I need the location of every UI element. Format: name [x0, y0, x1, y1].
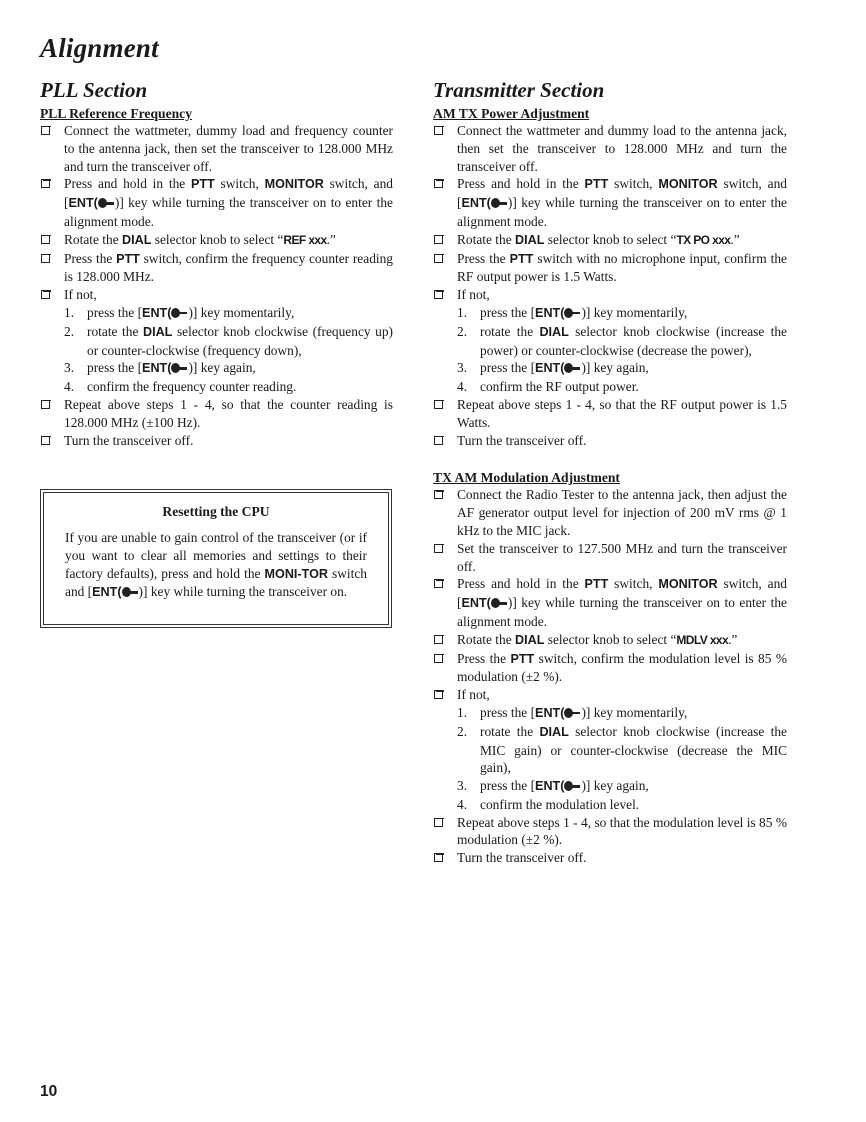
checkbox-icon [434, 126, 443, 135]
checkbox-icon [41, 126, 50, 135]
key-icon [564, 781, 581, 791]
checkbox-icon [434, 544, 443, 553]
reset-cpu-title: Resetting the CPU [162, 504, 270, 519]
list-item: Press the PTT switch with no microphone input, confirm the RF output power is 1.5 Watts. [433, 250, 787, 287]
list-item: Turn the transceiver off. [433, 849, 787, 867]
list-item: Turn the transceiver off. [433, 432, 787, 450]
key-icon [564, 308, 581, 318]
checkbox-icon [434, 635, 443, 644]
list-item: If not, 1. press the [ENT( )] key momentarily, 2. rotate the DIAL selector knob clockwise (increase the power) or counter-clockwise (decrease the power), 3. press the [ENT( )] key again, 4. confirm the RF output power. [433, 286, 787, 396]
list-item: 1. press the [ENT( )] key momentarily, [457, 704, 688, 720]
checkbox-icon [434, 235, 443, 244]
checkbox-icon [434, 254, 443, 263]
list-item: Connect the wattmeter and dummy load to the antenna jack, then set the transceiver to 128.000 MHz and turn the transceiver off. [433, 122, 787, 175]
list-item: Rotate the DIAL selector knob to select “TX PO xxx.” [433, 231, 787, 250]
pll-section [40, 77, 393, 449]
list-item: Connect the Radio Tester to the antenna jack, then adjust the AF generator output level for injection of 200 mV rms @ 1 kHz to the MIC jack. [433, 486, 787, 539]
checkbox-icon [434, 818, 443, 827]
checkbox-icon [41, 254, 50, 263]
list-item: Repeat above steps 1 - 4, so that the RF output power is 1.5 Watts. [433, 396, 787, 432]
list-item: 2. rotate the DIAL selector knob clockwise (frequency up) or counter-clockwise (frequency down), [64, 323, 393, 358]
list-item: Turn the transceiver off. [40, 432, 393, 450]
list-item: Connect the wattmeter, dummy load and frequency counter to the antenna jack, then set the transceiver to 128.000 MHz and turn the transceiver off. [40, 122, 393, 175]
tx-modulation-substeps [433, 704, 787, 814]
checkbox-icon [41, 235, 50, 244]
reset-cpu-text: If you are unable to gain control of the transceiver (or if you want to clear all memories and settings to their factory defaults), press and hold the MONI-TOR switch and [ENT( )] key while turning the transceiver on. [65, 530, 367, 600]
list-item: 3. press the [ENT( )] key again, [457, 778, 649, 794]
checkbox-icon [41, 290, 50, 299]
page-number: 10 [40, 1083, 58, 1100]
key-icon [564, 708, 581, 718]
transmitter-section [433, 77, 787, 867]
list-item: Press and hold in the PTT switch, MONITOR switch, and [ENT( )] key while turning the transceiver on to enter the alignment mode. [40, 175, 393, 230]
list-item: 1. press the [ENT( )] key momentarily, [64, 304, 295, 320]
checkbox-icon [41, 179, 50, 188]
transmitter-section-title: Transmitter Section [433, 78, 605, 102]
checkbox-icon [434, 400, 443, 409]
pll-steps [40, 122, 393, 449]
list-item: 1. press the [ENT( )] key momentarily, [457, 304, 688, 320]
list-item: 4. confirm the frequency counter reading. [64, 379, 297, 395]
tx-power-substeps [433, 304, 787, 396]
list-item: Set the transceiver to 127.500 MHz and turn the transceiver off. [433, 540, 787, 576]
list-item: Press and hold in the PTT switch, MONITOR switch, and [ENT( )] key while turning the transceiver on to enter the alignment mode. [433, 175, 787, 230]
am-tx-power-heading: AM TX Power Adjustment [433, 106, 590, 121]
tx-am-modulation-heading: TX AM Modulation Adjustment [433, 470, 620, 486]
list-item: 2. rotate the DIAL selector knob clockwise (increase the power) or counter-clockwise (decrease the power), [457, 323, 787, 358]
checkbox-icon [434, 853, 443, 862]
pll-substeps [40, 304, 393, 396]
checkbox-icon [434, 579, 443, 588]
list-item: Repeat above steps 1 - 4, so that the modulation level is 85 % modulation (±2 %). [433, 814, 787, 850]
list-item: If not, 1. press the [ENT( )] key momentarily, 2. rotate the DIAL selector knob clockwise (frequency up) or counter-clockwise (frequency down), 3. press the [ENT( )] key again, 4. confirm the frequency counter reading. [40, 286, 393, 396]
checkbox-icon [434, 290, 443, 299]
list-item: Press the PTT switch, confirm the modulation level is 85 % modulation (±2 %). [433, 650, 787, 687]
page-title: Alignment [40, 33, 159, 63]
tx-power-steps [433, 122, 787, 449]
checkbox-icon [41, 436, 50, 445]
checkbox-icon [434, 179, 443, 188]
pll-reference-frequency-heading: PLL Reference Frequency [40, 106, 193, 121]
list-item: Rotate the DIAL selector knob to select “REF xxx.” [40, 231, 393, 250]
key-icon [171, 363, 188, 373]
checkbox-icon [41, 400, 50, 409]
tx-modulation-steps [433, 486, 787, 867]
list-item: 2. rotate the DIAL selector knob clockwise (increase the MIC gain) or counter-clockwise (decrease the MIC gain), [457, 723, 787, 776]
reset-cpu-box [40, 489, 392, 628]
checkbox-icon [434, 690, 443, 699]
key-icon [122, 587, 139, 597]
key-icon [171, 308, 188, 318]
list-item: 4. confirm the modulation level. [457, 796, 640, 812]
list-item: 4. confirm the RF output power. [457, 379, 639, 395]
list-item: 3. press the [ENT( )] key again, [457, 360, 649, 376]
key-icon [564, 363, 581, 373]
pll-section-title: PLL Section [40, 78, 148, 102]
key-icon [491, 598, 508, 608]
list-item: Rotate the DIAL selector knob to select “MDLV xxx.” [433, 631, 787, 650]
list-item: Press the PTT switch, confirm the frequency counter reading is 128.000 MHz. [40, 250, 393, 287]
list-item: If not, 1. press the [ENT( )] key momentarily, 2. rotate the DIAL selector knob clockwise (increase the MIC gain) or counter-clockwise (decrease the MIC gain), 3. press the [ENT( )] key again, 4. confirm the modulation level. [433, 686, 787, 814]
key-icon [491, 198, 508, 208]
checkbox-icon [434, 654, 443, 663]
key-icon [98, 198, 115, 208]
checkbox-icon [434, 436, 443, 445]
list-item: 3. press the [ENT( )] key again, [64, 360, 256, 376]
list-item: Press and hold in the PTT switch, MONITOR switch, and [ENT( )] key while turning the transceiver on to enter the alignment mode. [433, 575, 787, 630]
list-item: Repeat above steps 1 - 4, so that the counter reading is 128.000 MHz (±100 Hz). [40, 396, 393, 432]
checkbox-icon [434, 490, 443, 499]
